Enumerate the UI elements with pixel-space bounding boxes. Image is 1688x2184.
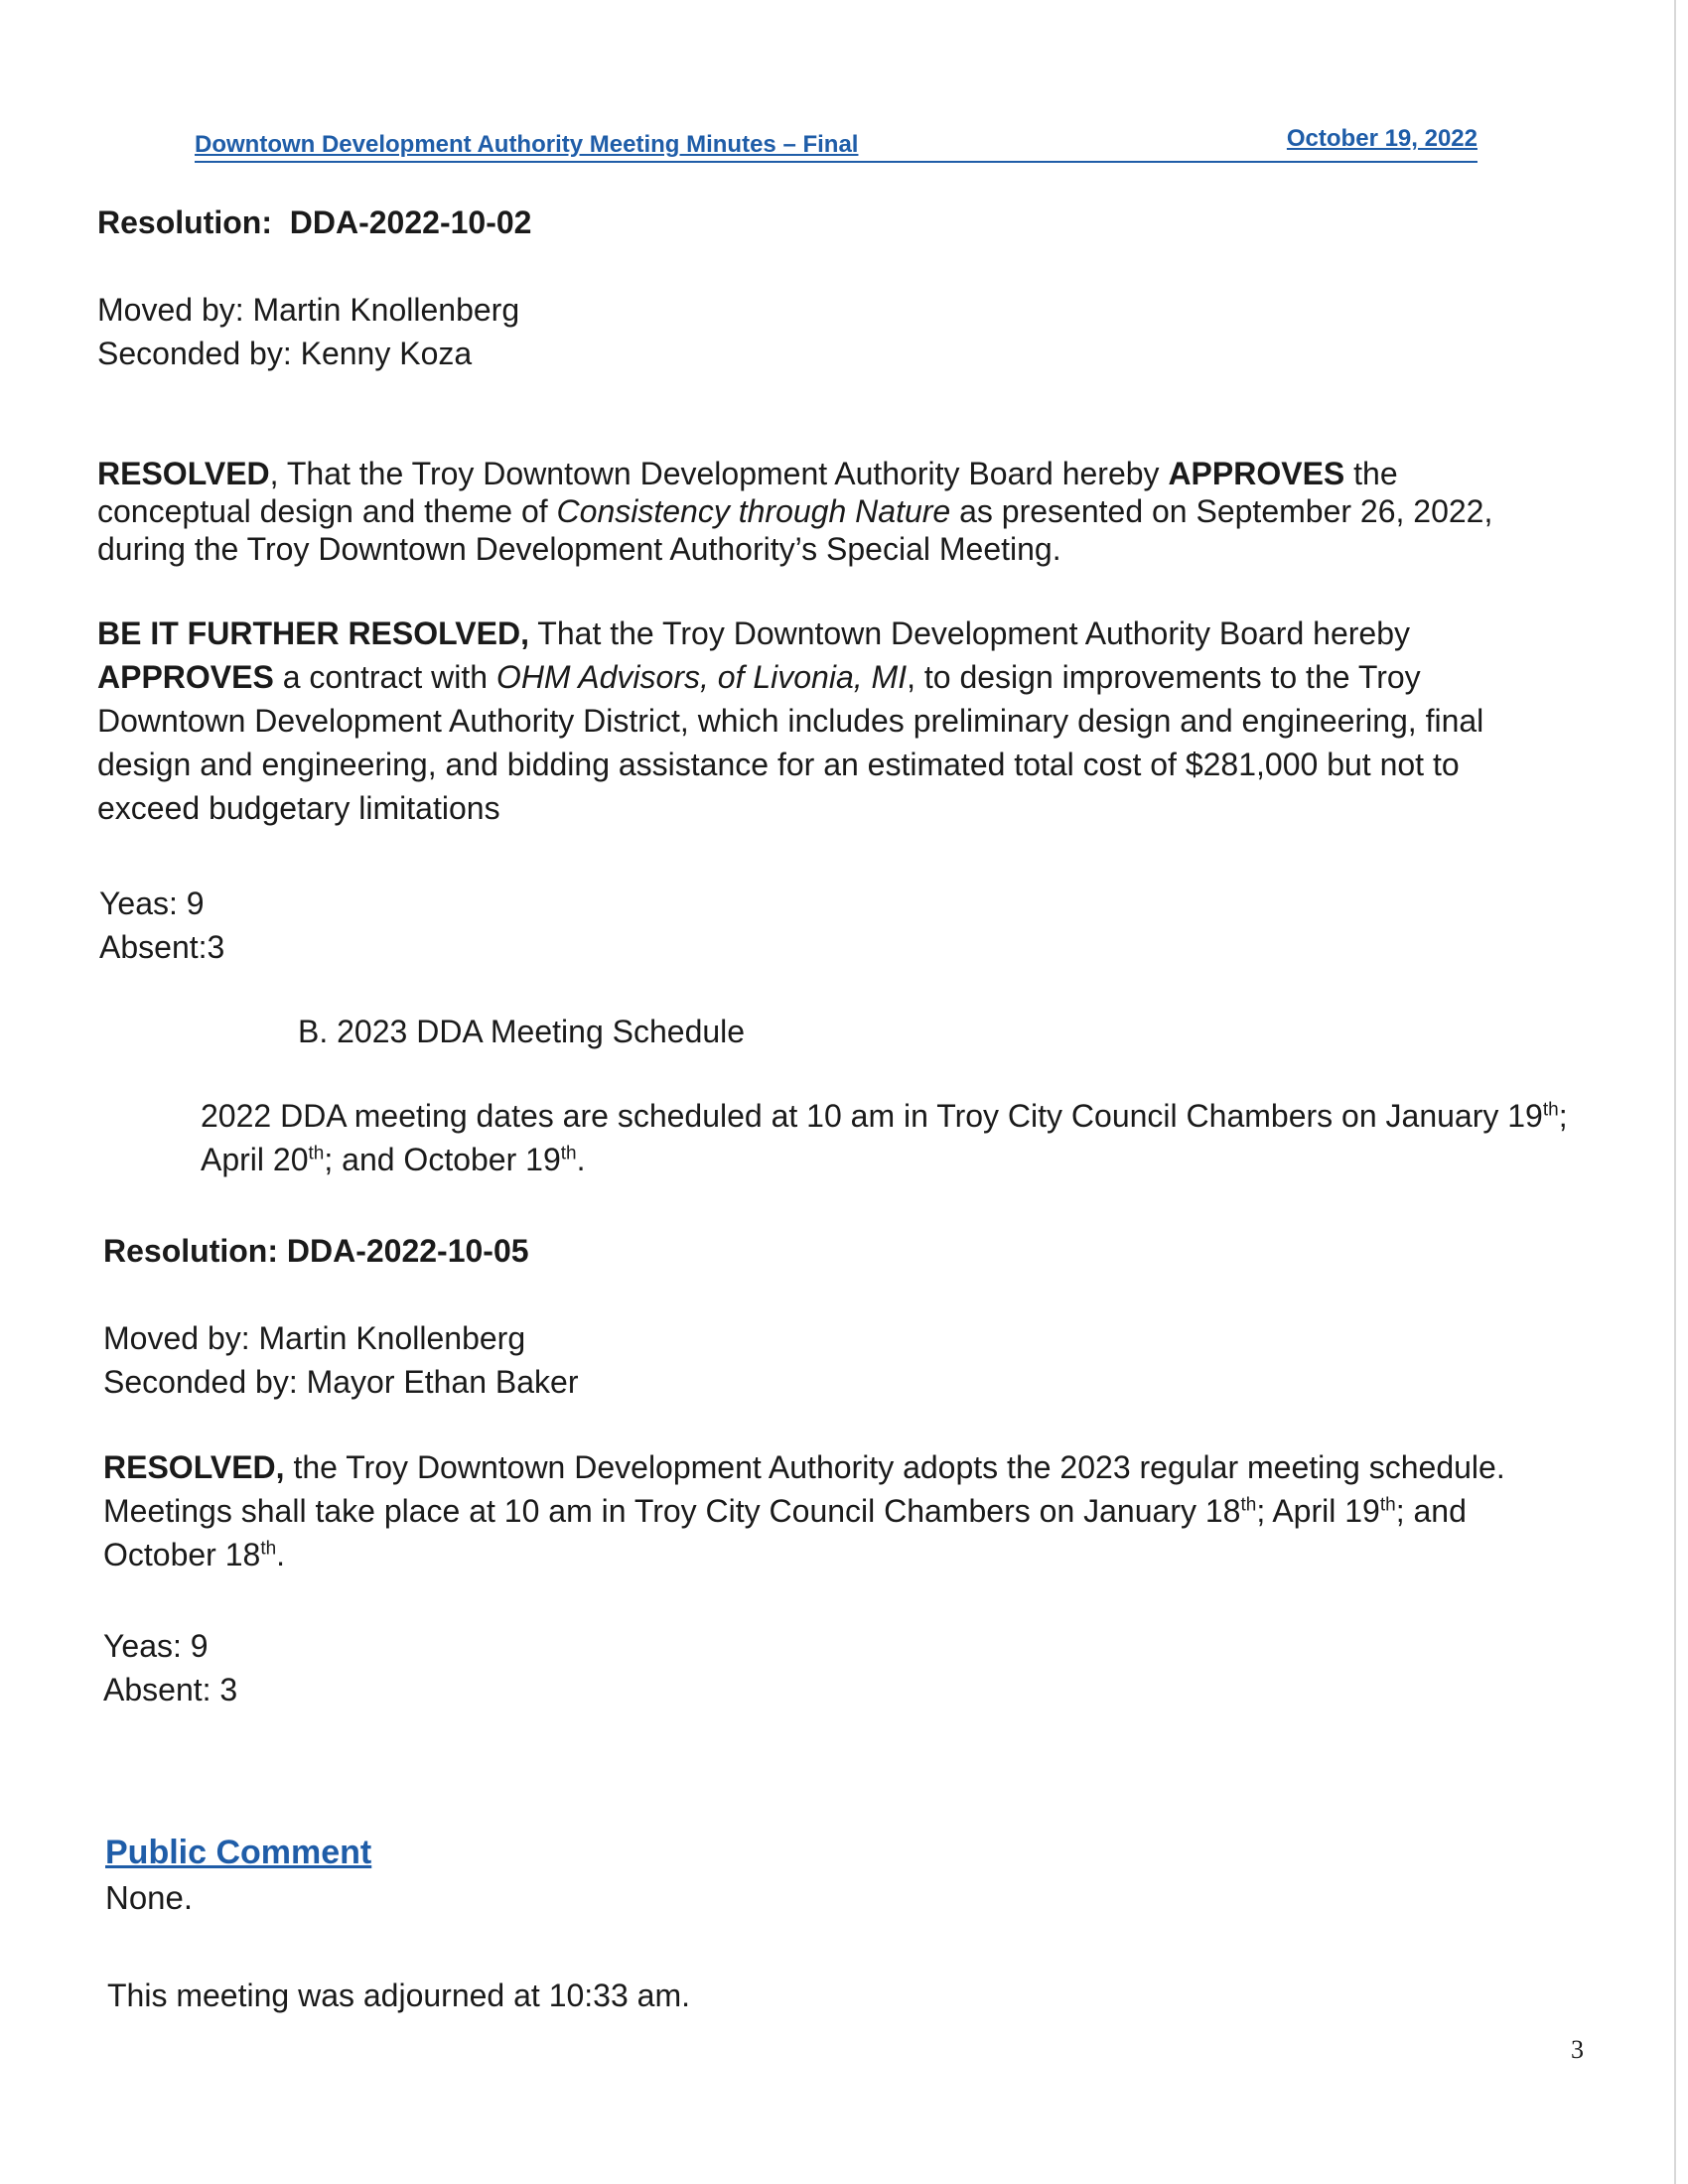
resolution-1-id: DDA-2022-10-02 [289, 205, 532, 240]
resolution-1-yeas: Yeas: 9 [99, 886, 205, 921]
resolution-2-id: DDA-2022-10-05 [286, 1233, 529, 1269]
resolution-2-vote [103, 1624, 237, 1711]
resolution-2-label: Resolution: [103, 1233, 278, 1269]
resolution-1-label: Resolution: [97, 205, 272, 240]
page-header [195, 127, 1477, 163]
ordinal-suffix: th [1379, 1494, 1396, 1516]
further-text-1: That the Troy Downtown Development Authority Board hereby [528, 615, 1410, 651]
resolution-2-motion [103, 1316, 579, 1404]
further-lead: BE IT FURTHER RESOLVED, [97, 615, 529, 651]
resolution-2-text-3: ; and October 18 [103, 1493, 1467, 1572]
resolution-2-text-4: . [276, 1537, 286, 1572]
resolution-2-seconded-by: Seconded by: Mayor Ethan Baker [103, 1364, 579, 1400]
further-text-2: a contract with [273, 659, 496, 695]
resolution-2-absent: Absent: 3 [103, 1672, 238, 1707]
adjourned-text: This meeting was adjourned at 10:33 am. [107, 1978, 690, 2013]
resolution-1-resolved [97, 455, 1557, 568]
resolved-text-1: , That the Troy Downtown Development Authority Board hereby [269, 456, 1169, 491]
item-b-text-3: ; and October 19 [324, 1142, 561, 1177]
public-comment-section [105, 1831, 371, 1920]
further-approves: APPROVES [97, 659, 274, 695]
ordinal-suffix: th [260, 1538, 277, 1560]
item-b-heading: B. 2023 DDA Meeting Schedule [298, 1014, 746, 1049]
resolution-2-yeas: Yeas: 9 [103, 1628, 209, 1664]
page-number: 3 [1571, 2035, 1584, 2064]
header-title: Downtown Development Authority Meeting Minutes – Final [195, 131, 859, 158]
resolved-lead: RESOLVED [97, 456, 270, 491]
ordinal-suffix: th [308, 1143, 325, 1164]
item-b-text-1: 2022 DDA meeting dates are scheduled at 10 am in Troy City Council Chambers on January 19 [201, 1098, 1543, 1134]
resolved-approves: APPROVES [1168, 456, 1345, 491]
further-firm: OHM Advisors, of Livonia, MI [495, 659, 908, 695]
resolution-2-resolved [103, 1445, 1573, 1576]
ordinal-suffix: th [1240, 1494, 1257, 1516]
resolution-1-further [97, 612, 1557, 830]
resolved-text-2: the conceptual design and theme of [97, 456, 1398, 529]
item-b-text-2: ; April 20 [201, 1098, 1568, 1177]
resolved-text-3: as presented on September 26, 2022, during the Troy Downtown Development Authority’s Special Meeting. [97, 493, 1493, 567]
resolution-2-moved-by: Moved by: Martin Knollenberg [103, 1320, 526, 1356]
item-b-text-4: . [576, 1142, 586, 1177]
public-comment-text: None. [105, 1879, 194, 1916]
resolution-1-moved-by: Moved by: Martin Knollenberg [97, 292, 520, 328]
resolution-2-resolved-lead: RESOLVED, [103, 1449, 285, 1485]
resolution-1-heading [97, 201, 531, 244]
page-edge [1674, 0, 1676, 2184]
further-text-3: , to design improvements to the Troy Downtown Development Authority District, which includes preliminary design and engineering, final design and engineering, and bidding assistance for an estimated total cost of $281,000 but not to exceed budgetary limitations [97, 659, 1484, 826]
resolution-2-text-2: ; April 19 [1256, 1493, 1380, 1529]
resolution-2-heading [103, 1229, 529, 1273]
resolved-theme: Consistency through Nature [556, 493, 951, 529]
resolution-1-vote [99, 882, 224, 969]
resolution-1-absent: Absent:3 [99, 929, 225, 965]
ordinal-suffix: th [560, 1143, 577, 1164]
resolution-1-motion [97, 288, 519, 375]
resolution-1-seconded-by: Seconded by: Kenny Koza [97, 336, 473, 371]
item-b-text [201, 1094, 1571, 1181]
ordinal-suffix: th [1542, 1099, 1559, 1121]
resolution-2-text-1: the Troy Downtown Development Authority adopts the 2023 regular meeting schedule. Meetings shall take place at 10 am in Troy City Council Chambers on January 18 [103, 1449, 1505, 1529]
public-comment-title: Public Comment [105, 1834, 372, 1871]
header-date: October 19, 2022 [1286, 125, 1477, 152]
